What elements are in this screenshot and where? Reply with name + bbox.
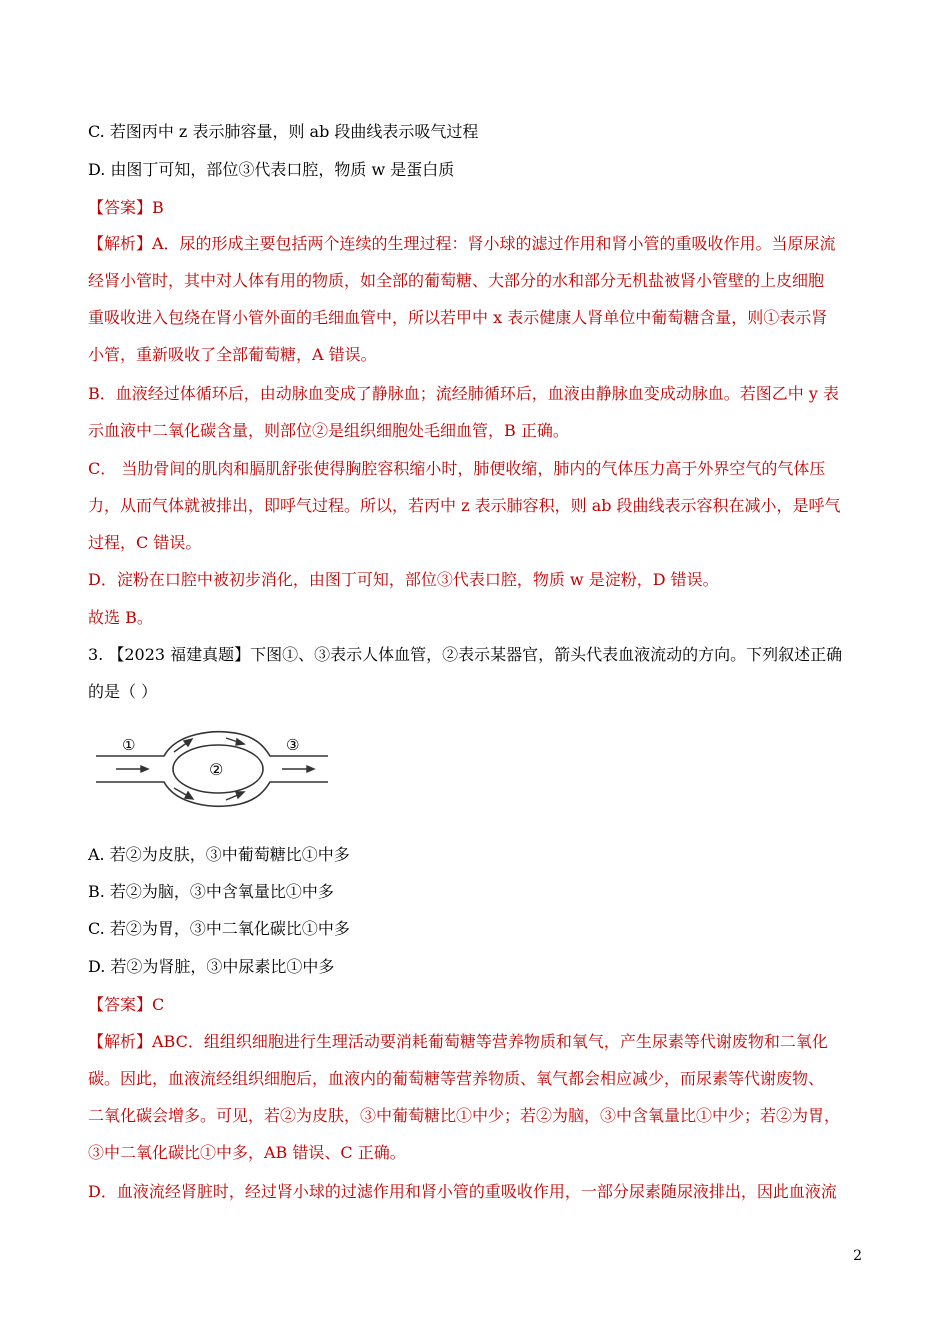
q2-analysis-c2: 力，从而气体就被排出，即呼气过程。所以，若丙中 z 表示肺容积，则 ab 段曲线表示容积在减小，是呼气	[88, 496, 841, 515]
q2-analysis-b2: 示血液中二氧化碳含量，则部位②是组织细胞处毛细血管，B 正确。	[88, 421, 569, 440]
q2-analysis-c3: 过程，C 错误。	[88, 533, 202, 552]
q2-option-d: D. 由图丁可知，部位③代表口腔，物质 w 是蛋白质	[88, 160, 455, 179]
q2-analysis-a4: 小管，重新吸收了全部葡萄糖，A 错误。	[88, 345, 377, 364]
label-organ-2: ②	[209, 760, 224, 779]
q3-analysis-l5: D．血液流经肾脏时，经过肾小球的过滤作用和肾小管的重吸收作用，一部分尿素随尿液排出，因此血液流	[88, 1182, 837, 1201]
vessel-bottom-wall	[96, 782, 328, 806]
q2-analysis-a1: 【解析】A．尿的形成主要包括两个连续的生理过程：肾小球的滤过作用和肾小管的重吸收作用。当原尿流	[88, 234, 836, 253]
arrow-out	[307, 766, 314, 772]
label-vessel-1: ①	[122, 736, 136, 754]
q3-option-d: D. 若②为肾脏，③中尿素比①中多	[88, 957, 335, 976]
q3-option-a: A. 若②为皮肤，③中葡萄糖比①中多	[88, 845, 350, 864]
blood-vessel-diagram	[92, 726, 332, 812]
q3-analysis-l1: 【解析】ABC．组组织细胞进行生理活动要消耗葡萄糖等营养物质和氧气，产生尿素等代谢废物和二氧化	[88, 1032, 828, 1051]
q2-conclusion: 故选 B。	[88, 608, 153, 627]
label-vessel-3: ③	[286, 736, 300, 754]
arrow-in	[141, 766, 148, 772]
q2-analysis-b1: B．血液经过体循环后，由动脉血变成了静脉血；流经肺循环后，血液由静脉血变成动脉血。若图乙中 y 表	[88, 384, 839, 403]
page-number: 2	[853, 1248, 862, 1264]
q2-analysis-a3: 重吸收进入包绕在肾小管外面的毛细血管中，所以若甲中 x 表示健康人肾单位中葡萄糖含量，则①表示肾	[88, 308, 828, 327]
arrow-top-left	[184, 739, 192, 746]
q3-option-c: C. 若②为胃，③中二氧化碳比①中多	[88, 919, 350, 938]
q3-analysis-l3: 二氧化碳会增多。可见，若②为皮肤，③中葡萄糖比①中少；若②为脑，③中含氧量比①中少；若②为胃，	[88, 1106, 841, 1125]
q3-stem-line1: 3. 【2023 福建真题】下图①、③表示人体血管，②表示某器官，箭头代表血液流动的方向。下列叙述正确	[88, 645, 843, 664]
q3-stem-line2: 的是（ ）	[88, 682, 158, 701]
q2-option-c: C. 若图丙中 z 表示肺容量，则 ab 段曲线表示吸气过程	[88, 122, 479, 141]
arrow-bottom-left	[185, 792, 193, 799]
q2-answer: 【答案】B	[88, 198, 164, 217]
arrow-top-right	[236, 739, 244, 745]
q2-analysis-d1: D．淀粉在口腔中被初步消化，由图丁可知，部位③代表口腔，物质 w 是淀粉，D 错误。	[88, 570, 719, 589]
arrow-bottom-right	[236, 792, 244, 798]
q3-answer: 【答案】C	[88, 995, 165, 1014]
q2-analysis-a2: 经肾小管时，其中对人体有用的物质，如全部的葡萄糖、大部分的水和部分无机盐被肾小管壁的上皮细胞	[88, 271, 825, 290]
q3-option-b: B. 若②为脑，③中含氧量比①中多	[88, 882, 334, 901]
q2-analysis-c1: C． 当肋骨间的肌肉和膈肌舒张使得胸腔容积缩小时，肺便收缩，肺内的气体压力高于外界空气的气体压	[88, 459, 826, 478]
q3-analysis-l4: ③中二氧化碳比①中多，AB 错误、C 正确。	[88, 1143, 406, 1162]
q3-analysis-l2: 碳。因此，血液流经组织细胞后，血液内的葡萄糖等营养物质、氧气都会相应减少，而尿素等代谢废物、	[88, 1069, 825, 1088]
